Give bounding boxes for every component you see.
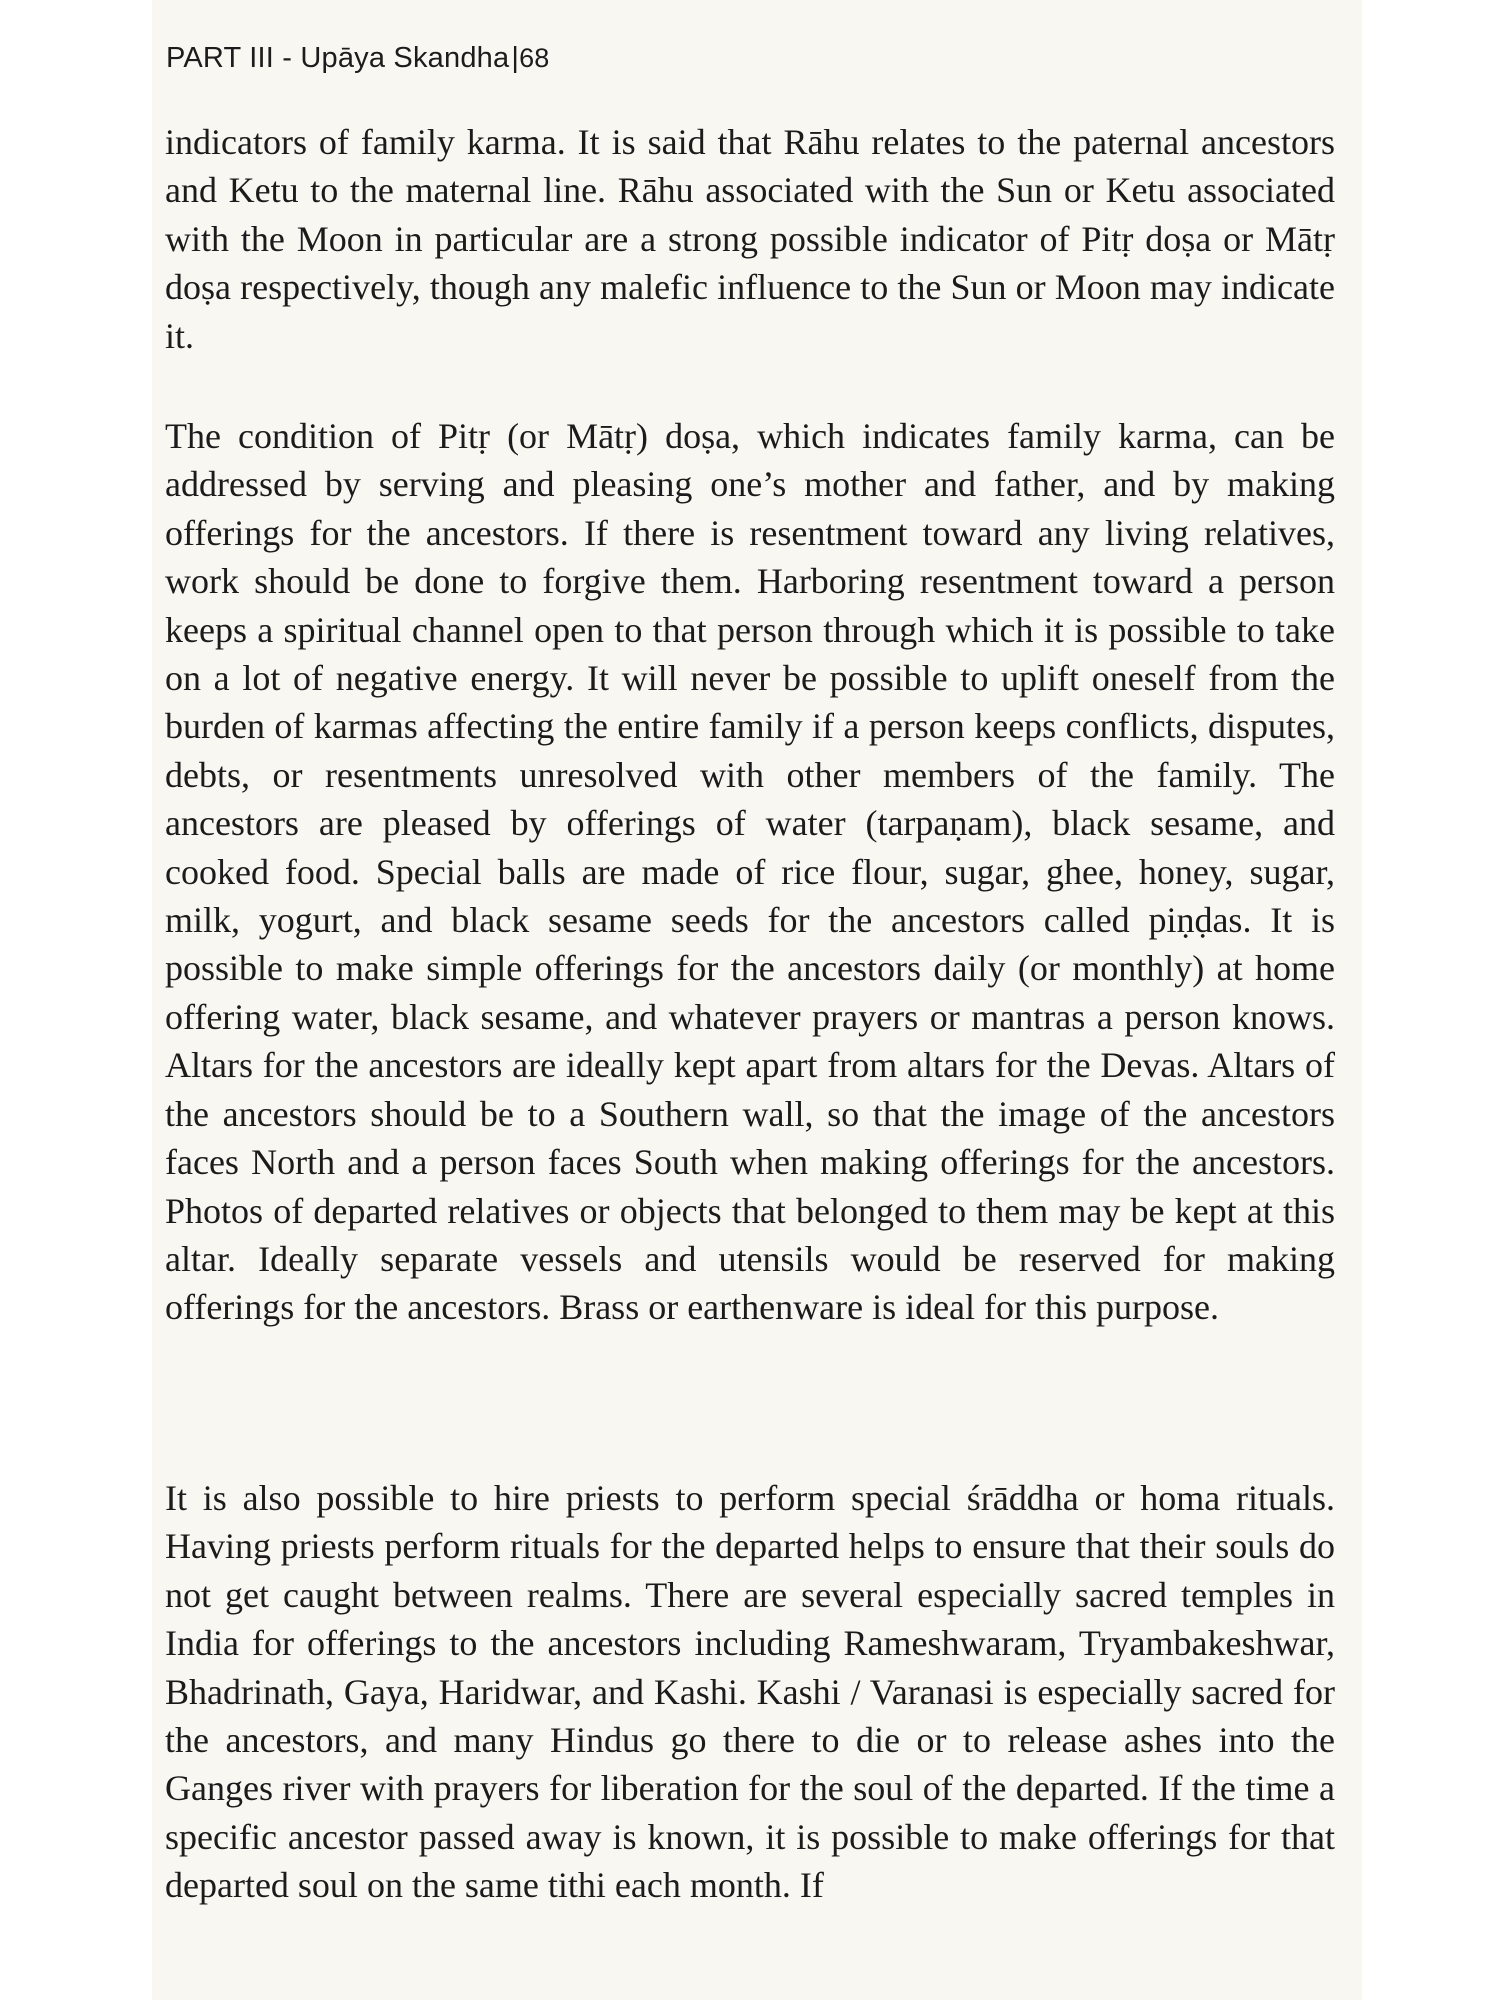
running-header: [166, 42, 550, 75]
paragraph-sraddha-rituals: It is also possible to hire priests to perform special śrāddha or homa rituals. Having priests perform rituals for the departed helps to ensure that their souls do not get caught between realms. There are several especially sacred temples in India for offerings to the ancestors including Rameshwaram, Tryambakeshwar, Bhadrinath, Gaya, Haridwar, and Kashi. Kashi / Varanasi is especially sacred for the ancestors, and many Hindus go there to die or to release ashes into the Ganges river with prayers for liberation for the soul of the departed. If the time a specific ancestor passed away is known, it is possible to make offerings for that departed soul on the same tithi each month. If: [165, 1478, 1335, 1906]
header-separator: |: [511, 42, 520, 74]
paragraph-family-karma-indicators: indicators of family karma. It is said that Rāhu relates to the paternal ancestors and Ketu to the maternal line. Rāhu associated with the Sun or Ketu associated with the Moon in particular are a strong possible indicator of Pitṛ doṣa or Mātṛ doṣa respectively, though any malefic influence to the Sun or Moon may indicate it.: [165, 122, 1335, 356]
header-part-title: PART III - Upāya Skandha: [166, 42, 510, 74]
paragraph-pitr-dosa-remedies: The condition of Pitṛ (or Mātṛ) doṣa, which indicates family karma, can be addressed by serving and pleasing one’s mother and father, and by making offerings for the ancestors. If there is resentment toward any living relatives, work should be done to forgive them. Harboring resentment toward a person keeps a spiritual channel open to that person through which it is possible to take on a lot of negative energy. It will never be possible to uplift oneself from the burden of karmas affecting the entire family if a person keeps conflicts, disputes, debts, or resentments unresolved with other members of the family. The ancestors are pleased by offerings of water (tarpaṇam), black sesame, and cooked food. Special balls are made of rice flour, sugar, ghee, honey, sugar, milk, yogurt, and black sesame seeds for the ancestors called piṇḍas. It is possible to make simple offerings for the ancestors daily (or monthly) at home offering water, black sesame, and whatever prayers or mantras a person knows. Altars for the ancestors are ideally kept apart from altars for the Devas. Altars of the ancestors should be to a Southern wall, so that the image of the ancestors faces North and a person faces South when making offerings for the ancestors. Photos of departed relatives or objects that belonged to them may be kept at this altar. Ideally separate vessels and utensils would be reserved for making offerings for the ancestors. Brass or earthenware is ideal for this purpose.: [165, 416, 1335, 1328]
page-number: 68: [519, 43, 550, 73]
